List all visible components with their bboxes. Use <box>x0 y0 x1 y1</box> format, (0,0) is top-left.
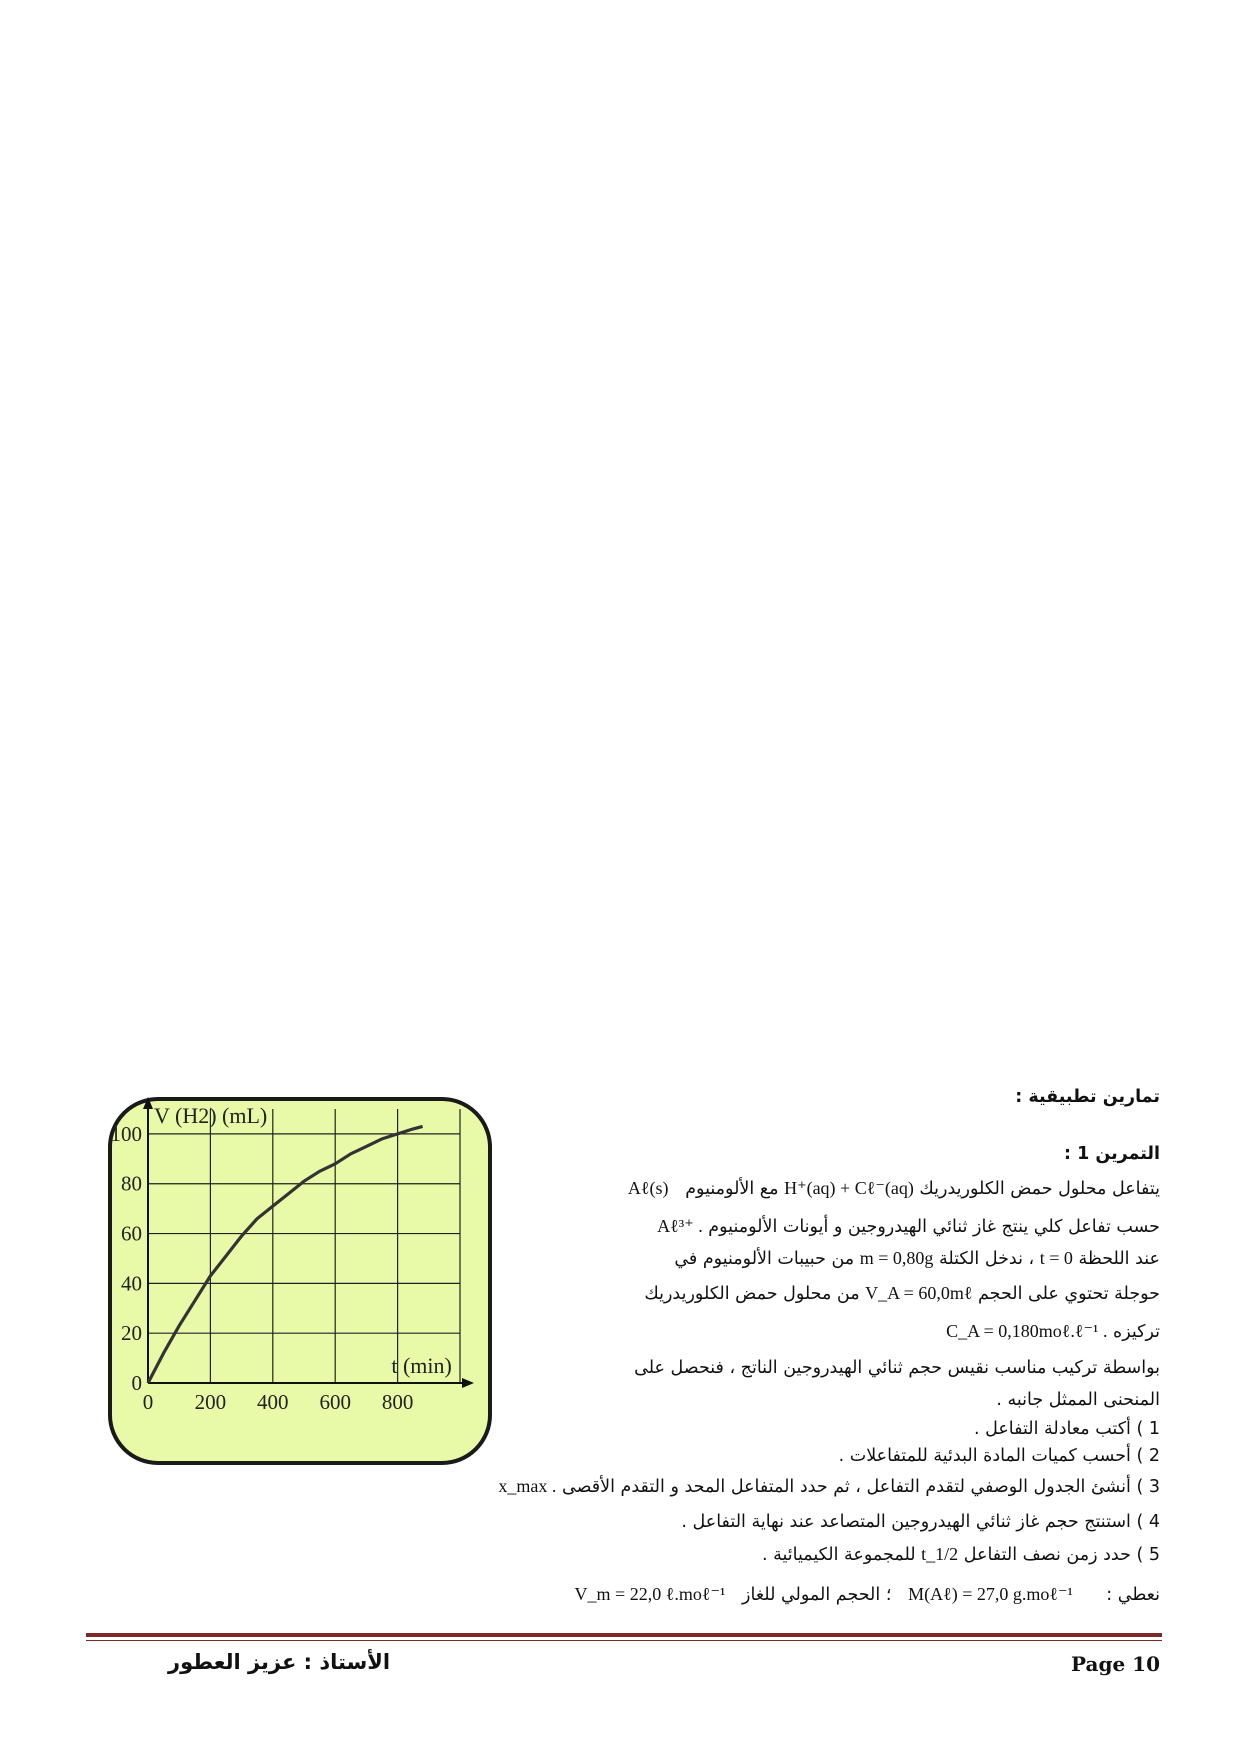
question-text: للمجموعة الكيميائية . <box>761 1545 916 1565</box>
y-tick-label: 80 <box>121 1171 142 1196</box>
statement-text: مع الألومنيوم <box>685 1179 779 1199</box>
y-tick-label: 0 <box>131 1371 142 1395</box>
formula: V_A = 60,0mℓ <box>865 1283 973 1303</box>
formula: H⁺(aq) + Cℓ⁻(aq) <box>784 1178 914 1198</box>
statement-line-4 <box>644 1283 1160 1304</box>
x-tick-label: 600 <box>319 1390 351 1414</box>
footer-rule <box>86 1633 1162 1637</box>
question-1: 1 ) أكتب معادلة التفاعل . <box>973 1419 1160 1439</box>
x-tick-label: 800 <box>381 1390 414 1414</box>
x-tick-label: 0 <box>142 1390 154 1414</box>
statement-text: من محلول حمض الكلوريدريك <box>644 1284 860 1304</box>
volume-time-chart <box>108 1097 492 1465</box>
formula: Aℓ³⁺ . <box>657 1216 703 1236</box>
statement-text: حوجلة تحتوي على الحجم <box>978 1284 1160 1304</box>
author-name: الأستاذ : عزيز العطور <box>168 1650 391 1674</box>
statement-text: المنحنى الممثل جانبه . <box>996 1390 1160 1410</box>
footer-rule-thin <box>86 1640 1162 1641</box>
statement-line-1 <box>628 1178 1160 1199</box>
given-label: نعطي : <box>1106 1585 1160 1605</box>
formula: m = 0,80g <box>859 1248 934 1268</box>
formula: x_max . <box>498 1476 557 1496</box>
statement-text: بواسطة تركيب مناسب نقيس حجم ثنائي الهيدروجين الناتج ، فنحصل على <box>634 1358 1160 1378</box>
statement-text: عند اللحظة <box>1078 1249 1160 1269</box>
chart-background <box>110 1099 490 1463</box>
x-axis-label: t (min) <box>391 1353 452 1378</box>
formula: V_m = 22,0 ℓ.moℓ⁻¹ <box>574 1584 726 1604</box>
question-5 <box>762 1544 1160 1565</box>
question-2: 2 ) أحسب كميات المادة البدئية للمتفاعلات . <box>838 1446 1160 1466</box>
question-4: 4 ) استنتج حجم غاز ثنائي الهيدروجين المتصاعد عند نهاية التفاعل . <box>681 1512 1160 1532</box>
statement-text: يتفاعل محلول حمض الكلوريدريك <box>919 1179 1160 1199</box>
question-text: 3 ) أنشئ الجدول الوصفي لتقدم التفاعل ، ثم حدد المتفاعل المحد و التقدم الأقصى <box>562 1477 1160 1497</box>
section-title: تمارين تطبيقية : <box>1015 1087 1160 1107</box>
formula: t_1/2 <box>921 1544 959 1564</box>
statement-line-7 <box>996 1390 1160 1410</box>
formula: Aℓ(s) <box>627 1178 669 1198</box>
statement-text: ، ندخل الكتلة <box>938 1249 1035 1269</box>
y-tick-label: 100 <box>110 1121 142 1146</box>
statement-line-3 <box>674 1248 1160 1269</box>
given-text: الحجم المولي للغاز <box>742 1585 881 1605</box>
statement-line-6 <box>634 1358 1160 1378</box>
formula: M(Aℓ) = 27,0 g.moℓ⁻¹ <box>908 1584 1073 1604</box>
y-tick-label: 20 <box>121 1321 142 1346</box>
formula: C_A = 0,180moℓ.ℓ⁻¹ . <box>946 1321 1108 1341</box>
statement-line-5 <box>946 1321 1160 1342</box>
formula: t = 0 <box>1039 1248 1073 1268</box>
statement-text: تركيزه <box>1113 1322 1160 1342</box>
x-tick-label: 200 <box>194 1390 227 1414</box>
statement-line-2 <box>657 1216 1160 1237</box>
x-tick-label: 400 <box>257 1390 289 1414</box>
exercise-title: التمرين 1 : <box>1063 1144 1160 1164</box>
statement-text: حسب تفاعل كلي ينتج غاز ثنائي الهيدروجين و أيونات الألومنيوم <box>708 1217 1160 1237</box>
page-number: Page 10 <box>1071 1652 1160 1676</box>
question-text: 5 ) حدد زمن نصف التفاعل <box>963 1545 1160 1565</box>
statement-text: من حبيبات الألومنيوم في <box>674 1249 855 1269</box>
y-axis-label: V (H2) (mL) <box>154 1103 268 1128</box>
question-3 <box>498 1476 1160 1497</box>
y-tick-label: 40 <box>121 1271 142 1296</box>
y-tick-label: 60 <box>121 1221 142 1246</box>
given-data <box>575 1584 1160 1605</box>
separator: ؛ <box>885 1585 892 1605</box>
